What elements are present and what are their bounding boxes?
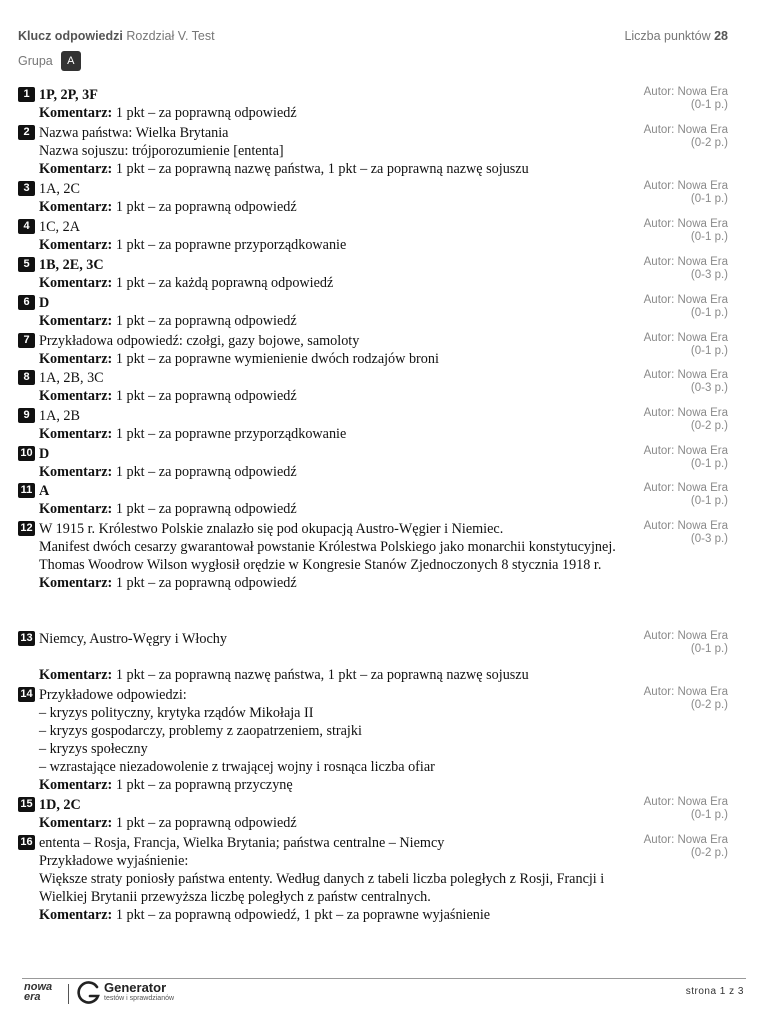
comment-line bbox=[39, 274, 619, 292]
generator-g-icon bbox=[77, 981, 101, 1005]
question-15 bbox=[18, 796, 728, 832]
answer-body bbox=[39, 86, 619, 122]
answer-line: 1A, 2B bbox=[39, 408, 80, 424]
question-meta bbox=[644, 407, 728, 433]
document-title bbox=[18, 29, 215, 43]
author-label: Autor: Nowa Era bbox=[643, 407, 728, 419]
points-range: (0-1 p.) bbox=[690, 99, 728, 111]
question-meta bbox=[644, 294, 728, 320]
question-meta bbox=[644, 445, 728, 471]
question-meta bbox=[644, 180, 728, 206]
comment-line bbox=[39, 666, 619, 684]
comment-text: 1 pkt – za poprawne wymienienie dwóch rodzajów broni bbox=[115, 351, 439, 367]
comment-label: Komentarz: bbox=[39, 161, 113, 177]
page-number: strona 1 z 3 bbox=[685, 986, 744, 997]
question-9 bbox=[18, 407, 728, 443]
question-2 bbox=[18, 124, 728, 178]
comment-line bbox=[39, 104, 619, 122]
answer-body bbox=[39, 407, 619, 443]
answer-line: Thomas Woodrow Wilson wygłosił orędzie w Kongresie Stanów Zjednoczonych 8 stycznia 1918 r. bbox=[39, 557, 602, 573]
nowa-era-logo bbox=[24, 982, 52, 1002]
question-meta bbox=[644, 256, 728, 282]
answer-line: – kryzys społeczny bbox=[39, 741, 148, 757]
comment-line bbox=[39, 814, 619, 832]
question-16 bbox=[18, 834, 728, 924]
question-number-badge: 6 bbox=[18, 295, 35, 310]
answer-body bbox=[39, 124, 619, 178]
comment-text: 1 pkt – za poprawną odpowiedź bbox=[115, 313, 297, 329]
question-number-badge: 5 bbox=[18, 257, 35, 272]
question-number-badge: 16 bbox=[18, 835, 35, 850]
points-range: (0-1 p.) bbox=[690, 345, 728, 357]
footer-divider bbox=[22, 978, 746, 979]
answer-line: – kryzys gospodarczy, problemy z zaopatrzeniem, strajki bbox=[39, 723, 362, 739]
comment-line bbox=[39, 906, 619, 924]
answer-line: Przykładowe odpowiedzi: bbox=[39, 687, 187, 703]
comment-label: Komentarz: bbox=[39, 237, 113, 253]
comment-label: Komentarz: bbox=[39, 815, 113, 831]
comment-text: 1 pkt – za poprawne przyporządkowanie bbox=[115, 237, 347, 253]
question-7 bbox=[18, 332, 728, 368]
answer-line: Przykładowa odpowiedź: czołgi, gazy bojowe, samoloty bbox=[39, 333, 360, 349]
points-range: (0-2 p.) bbox=[690, 847, 728, 859]
group-label: Grupa bbox=[18, 54, 53, 68]
comment-label: Komentarz: bbox=[39, 313, 113, 329]
author-label: Autor: Nowa Era bbox=[643, 834, 728, 846]
question-number-badge: 15 bbox=[18, 797, 35, 812]
question-14 bbox=[18, 686, 728, 794]
answer-line: 1A, 2C bbox=[39, 181, 80, 197]
points-range: (0-1 p.) bbox=[690, 231, 728, 243]
question-number-badge: 12 bbox=[18, 521, 35, 536]
question-number-badge: 4 bbox=[18, 219, 35, 234]
group-indicator bbox=[18, 51, 81, 71]
author-label: Autor: Nowa Era bbox=[643, 256, 728, 268]
question-4 bbox=[18, 218, 728, 254]
answer-line: Nazwa sojuszu: trójporozumienie [ententa] bbox=[39, 143, 284, 159]
points-range: (0-1 p.) bbox=[690, 307, 728, 319]
points-range: (0-3 p.) bbox=[690, 269, 728, 281]
question-number-badge: 11 bbox=[18, 483, 35, 498]
points-range: (0-1 p.) bbox=[690, 643, 728, 655]
comment-line bbox=[39, 425, 619, 443]
points-range: (0-2 p.) bbox=[690, 699, 728, 711]
author-label: Autor: Nowa Era bbox=[643, 369, 728, 381]
question-number-badge: 10 bbox=[18, 446, 35, 461]
answer-line: – kryzys polityczny, krytyka rządów Mikołaja II bbox=[39, 705, 314, 721]
points-range: (0-3 p.) bbox=[690, 533, 728, 545]
answer-line: D bbox=[39, 295, 50, 311]
comment-label: Komentarz: bbox=[39, 667, 113, 683]
answer-line: Niemcy, Austro-Węgry i Włochy bbox=[39, 631, 227, 647]
generator-subtitle: testów i sprawdzianów bbox=[104, 995, 175, 1002]
question-number-badge: 14 bbox=[18, 687, 35, 702]
question-meta bbox=[644, 86, 728, 112]
question-meta bbox=[644, 332, 728, 358]
question-meta bbox=[644, 686, 728, 712]
points-total bbox=[624, 29, 728, 43]
title-rest: Rozdział V. Test bbox=[126, 29, 215, 43]
comment-text: 1 pkt – za poprawne przyporządkowanie bbox=[115, 426, 347, 442]
author-label: Autor: Nowa Era bbox=[643, 86, 728, 98]
comment-label: Komentarz: bbox=[39, 777, 113, 793]
comment-label: Komentarz: bbox=[39, 501, 113, 517]
points-range: (0-1 p.) bbox=[690, 193, 728, 205]
comment-label: Komentarz: bbox=[39, 907, 113, 923]
answer-line: A bbox=[39, 483, 50, 499]
comment-text: 1 pkt – za poprawną odpowiedź bbox=[115, 464, 297, 480]
question-number-badge: 2 bbox=[18, 125, 35, 140]
comment-line bbox=[39, 236, 619, 254]
question-meta bbox=[644, 218, 728, 244]
question-6 bbox=[18, 294, 728, 330]
comment-line bbox=[39, 463, 619, 481]
answer-body bbox=[39, 520, 619, 592]
comment-label: Komentarz: bbox=[39, 105, 113, 121]
question-13 bbox=[18, 630, 728, 684]
author-label: Autor: Nowa Era bbox=[643, 796, 728, 808]
comment-label: Komentarz: bbox=[39, 464, 113, 480]
generator-title: Generator bbox=[104, 980, 167, 995]
author-label: Autor: Nowa Era bbox=[643, 332, 728, 344]
points-label: Liczba punktów bbox=[624, 29, 711, 43]
answer-line: D bbox=[39, 446, 50, 462]
answer-line: 1A, 2B, 3C bbox=[39, 370, 104, 386]
question-meta bbox=[644, 369, 728, 395]
comment-label: Komentarz: bbox=[39, 388, 113, 404]
author-label: Autor: Nowa Era bbox=[643, 630, 728, 642]
answer-line: 1D, 2C bbox=[39, 797, 81, 813]
comment-label: Komentarz: bbox=[39, 275, 113, 291]
spacer bbox=[39, 648, 619, 666]
question-meta bbox=[644, 796, 728, 822]
points-range: (0-2 p.) bbox=[690, 137, 728, 149]
answer-body bbox=[39, 294, 619, 330]
comment-text: 1 pkt – za każdą poprawną odpowiedź bbox=[115, 275, 334, 291]
comment-text: 1 pkt – za poprawną odpowiedź bbox=[115, 501, 297, 517]
question-meta bbox=[644, 482, 728, 508]
question-meta bbox=[644, 630, 728, 656]
logo-line2: era bbox=[24, 991, 41, 1003]
points-range: (0-1 p.) bbox=[690, 458, 728, 470]
answer-line: Większe straty poniosły państwa ententy. Według danych z tabeli liczba poległych z Rosji, Francji i Wielkiej Brytanii przewyższa liczbę poległych z państw centralnych. bbox=[39, 871, 605, 905]
answer-line: 1C, 2A bbox=[39, 219, 80, 235]
comment-text: 1 pkt – za poprawną nazwę państwa, 1 pkt – za poprawną nazwę sojuszu bbox=[115, 667, 529, 683]
question-meta bbox=[644, 124, 728, 150]
comment-line bbox=[39, 500, 619, 518]
answer-body bbox=[39, 482, 619, 518]
question-number-badge: 8 bbox=[18, 370, 35, 385]
question-number-badge: 3 bbox=[18, 181, 35, 196]
question-11 bbox=[18, 482, 728, 518]
author-label: Autor: Nowa Era bbox=[643, 294, 728, 306]
question-number-badge: 1 bbox=[18, 87, 35, 102]
author-label: Autor: Nowa Era bbox=[643, 520, 728, 532]
comment-text: 1 pkt – za poprawną przyczynę bbox=[115, 777, 293, 793]
comment-text: 1 pkt – za poprawną odpowiedź bbox=[115, 815, 297, 831]
answer-line: ententa – Rosja, Francja, Wielka Brytania; państwa centralne – Niemcy bbox=[39, 835, 445, 851]
logo-line1: nowa bbox=[24, 981, 53, 993]
comment-line bbox=[39, 776, 619, 794]
comment-label: Komentarz: bbox=[39, 575, 113, 591]
question-number-badge: 9 bbox=[18, 408, 35, 423]
comment-text: 1 pkt – za poprawną odpowiedź bbox=[115, 199, 297, 215]
author-label: Autor: Nowa Era bbox=[643, 482, 728, 494]
question-1 bbox=[18, 86, 728, 122]
comment-text: 1 pkt – za poprawną odpowiedź, 1 pkt – za poprawne wyjaśnienie bbox=[115, 907, 491, 923]
comment-text: 1 pkt – za poprawną odpowiedź bbox=[115, 388, 297, 404]
answer-line: W 1915 r. Królestwo Polskie znalazło się pod okupacją Austro-Węgier i Niemiec. bbox=[39, 521, 504, 537]
comment-line bbox=[39, 350, 619, 368]
points-range: (0-1 p.) bbox=[690, 809, 728, 821]
comment-text: 1 pkt – za poprawną nazwę państwa, 1 pkt – za poprawną nazwę sojuszu bbox=[115, 161, 529, 177]
comment-label: Komentarz: bbox=[39, 199, 113, 215]
points-range: (0-2 p.) bbox=[690, 420, 728, 432]
answer-line: Manifest dwóch cesarzy gwarantował powstanie Królestwa Polskiego jako monarchii konstytucyjnej. bbox=[39, 539, 616, 555]
points-range: (0-3 p.) bbox=[690, 382, 728, 394]
title-bold: Klucz odpowiedzi bbox=[18, 29, 123, 43]
comment-line bbox=[39, 574, 619, 592]
comment-label: Komentarz: bbox=[39, 351, 113, 367]
answer-line: Przykładowe wyjaśnienie: bbox=[39, 853, 189, 869]
answer-line: 1B, 2E, 3C bbox=[39, 257, 104, 273]
comment-label: Komentarz: bbox=[39, 426, 113, 442]
generator-logo-text bbox=[104, 981, 174, 1003]
answer-body bbox=[39, 332, 619, 368]
group-badge: A bbox=[61, 51, 81, 71]
answer-body bbox=[39, 369, 619, 405]
answer-body bbox=[39, 445, 619, 481]
answer-body bbox=[39, 630, 619, 684]
question-12 bbox=[18, 520, 728, 592]
answer-body bbox=[39, 834, 619, 924]
points-range: (0-1 p.) bbox=[690, 495, 728, 507]
answer-line: – wzrastające niezadowolenie z trwającej wojny i rosnąca liczba ofiar bbox=[39, 759, 435, 775]
answer-body bbox=[39, 686, 619, 794]
comment-line bbox=[39, 387, 619, 405]
author-label: Autor: Nowa Era bbox=[643, 686, 728, 698]
author-label: Autor: Nowa Era bbox=[643, 218, 728, 230]
comment-line bbox=[39, 160, 619, 178]
answer-body bbox=[39, 256, 619, 292]
question-number-badge: 13 bbox=[18, 631, 35, 646]
answer-line: Nazwa państwa: Wielka Brytania bbox=[39, 125, 229, 141]
question-meta bbox=[644, 520, 728, 546]
answer-body bbox=[39, 796, 619, 832]
comment-text: 1 pkt – za poprawną odpowiedź bbox=[115, 575, 297, 591]
author-label: Autor: Nowa Era bbox=[643, 445, 728, 457]
points-value: 28 bbox=[714, 29, 728, 43]
comment-text: 1 pkt – za poprawną odpowiedź bbox=[115, 105, 297, 121]
question-meta bbox=[644, 834, 728, 860]
question-number-badge: 7 bbox=[18, 333, 35, 348]
answer-body bbox=[39, 180, 619, 216]
comment-line bbox=[39, 198, 619, 216]
question-5 bbox=[18, 256, 728, 292]
question-8 bbox=[18, 369, 728, 405]
author-label: Autor: Nowa Era bbox=[643, 180, 728, 192]
question-10 bbox=[18, 445, 728, 481]
logo-separator bbox=[68, 984, 69, 1004]
answer-body bbox=[39, 218, 619, 254]
answer-line: 1P, 2P, 3F bbox=[39, 87, 98, 103]
author-label: Autor: Nowa Era bbox=[643, 124, 728, 136]
question-3 bbox=[18, 180, 728, 216]
comment-line bbox=[39, 312, 619, 330]
